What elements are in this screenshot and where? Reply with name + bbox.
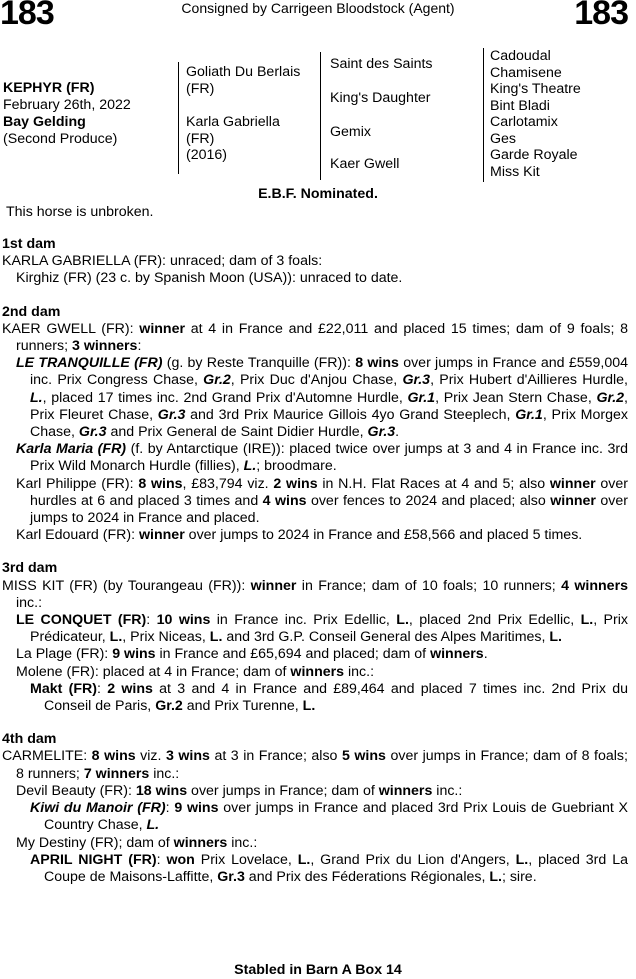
lot-number-left: 183 [0, 0, 54, 32]
section-title: 2nd dam [2, 303, 61, 320]
produce-entry: Molene (FR): placed at 4 in France; dam of winners inc.: [16, 663, 375, 680]
dam-entry: MISS KIT (FR) (by Tourangeau (FR)): winner in France; dam of 10 foals; 10 runners; 4 winners inc.: [2, 577, 628, 611]
produce-entry: My Destiny (FR); dam of winners inc.: [16, 834, 258, 851]
consignor: Consigned by Carrigeen Bloodstock (Agent) [181, 0, 455, 16]
produce-entry: Kiwi du Manoir (FR): 9 wins over jumps in France and placed 3rd Prix Louis de Guebriant X Country Chase, L. [30, 800, 628, 834]
pedigree-gen3: Cadoudal Chamisene King's Theatre Bint Bladi Carlotamix Ges Garde Royale Miss Kit [490, 48, 581, 180]
foaling-date: February 26th, 2022 [3, 97, 131, 113]
colour-sex: Bay Gelding [3, 114, 86, 130]
pedigree-gen2: King's Daughter [330, 90, 431, 106]
section-title: 4th dam [2, 731, 57, 748]
dam-entry: KARLA GABRIELLA (FR): unraced; dam of 3 foals: [2, 253, 323, 270]
ebf-nominated: E.B.F. Nominated. [258, 186, 378, 202]
pedigree-gen2: Gemix [330, 124, 371, 140]
section-title: 1st dam [2, 236, 56, 252]
produce-entry: Makt (FR): 2 wins at 3 and 4 in France and £89,464 and placed 7 times inc. 2nd Prix du Conseil de Paris, Gr.2 and Prix Turenne, L. [30, 680, 628, 715]
dam-entry: KAER GWELL (FR): winner at 4 in France and £22,011 and placed 15 times; dam of 9 foals; 8 runners; 3 winners: [2, 320, 629, 355]
pedigree-sire: Goliath Du Berlais (FR) [186, 64, 301, 97]
produce-entry: Kirghiz (FR) (23 c. by Spanish Moon (USA)): unraced to date. [16, 270, 403, 287]
second-dam-section [2, 304, 628, 545]
pedigree-gen2: Saint des Saints [330, 56, 433, 72]
fourth-dam-section [2, 731, 628, 886]
pedigree-divider [320, 52, 321, 180]
pedigree-dam: Karla Gabriella (FR) (2016) [186, 114, 280, 163]
stabling-info: Stabled in Barn A Box 14 [234, 962, 402, 978]
produce-entry: Devil Beauty (FR): 18 wins over jumps in France; dam of winners inc.: [16, 782, 463, 799]
pedigree-gen2: Kaer Gwell [330, 156, 400, 172]
produce-entry: LE TRANQUILLE (FR) (g. by Reste Tranquille (FR)): 8 wins over jumps in France and £559,004 inc. Prix Congress Chase, Gr.2, Prix Duc d'Anjou Chase, Gr.3, Prix Hubert d'Aillieres Hurdle, L., placed 17 times inc. 2nd Grand Prix d'Automne Hurdle, Gr.1, Prix Jean Stern Chase, Gr.2, Prix Fleuret Chase, Gr.3 and 3rd Prix Maurice Gillois 4yo Grand Steeplech, Gr.1, Prix Morgex Chase, Gr.3 and Prix General de Saint Didier Hurdle, Gr.3. [16, 355, 629, 441]
unbroken-note: This horse is unbroken. [6, 204, 154, 220]
produce-entry: APRIL NIGHT (FR): won Prix Lovelace, L., Grand Prix du Lion d'Angers, L., placed 3rd La Coupe de Maisons-Laffitte, Gr.3 and Prix des Féderations Régionales, L.; sire. [30, 851, 628, 885]
first-dam-section [2, 236, 628, 288]
lot-number-right: 183 [574, 0, 628, 32]
horse-details [3, 80, 131, 148]
produce-entry: La Plage (FR): 9 wins in France and £65,694 and placed; dam of winners. [16, 646, 488, 663]
produce-entry: Karla Maria (FR) (f. by Antarctique (IRE)): placed twice over jumps at 3 and 4 in France inc. 3rd Prix Wild Monarch Hurdle (fillies), L.; broodmare. [16, 441, 629, 475]
pedigree-divider [178, 62, 179, 174]
section-title: 3rd dam [2, 560, 58, 577]
catalogue-body [2, 236, 628, 886]
horse-name: KEPHYR (FR) [3, 80, 95, 96]
produce-entry: Karl Edouard (FR): winner over jumps to 2024 in France and £58,566 and placed 5 times. [16, 527, 583, 544]
third-dam-section [2, 560, 628, 715]
pedigree-divider [483, 48, 484, 182]
dam-entry: CARMELITE: 8 wins viz. 3 wins at 3 in France; also 5 wins over jumps in France; dam of 8 foals; 8 runners; 7 winners inc.: [2, 748, 628, 782]
produce-note: (Second Produce) [3, 131, 118, 147]
produce-entry: LE CONQUET (FR): 10 wins in France inc. Prix Edellic, L., placed 2nd Prix Edellic, L., Prix Prédicateur, L., Prix Niceas, L. and 3rd G.P. Conseil General des Alpes Maritimes, L. [16, 612, 628, 646]
produce-entry: Karl Philippe (FR): 8 wins, £83,794 viz. 2 wins in N.H. Flat Races at 4 and 5; also winner over hurdles at 6 and placed 3 times and 4 wins over fences to 2024 and placed; also winner over jumps to 2024 in France and placed. [16, 475, 628, 527]
